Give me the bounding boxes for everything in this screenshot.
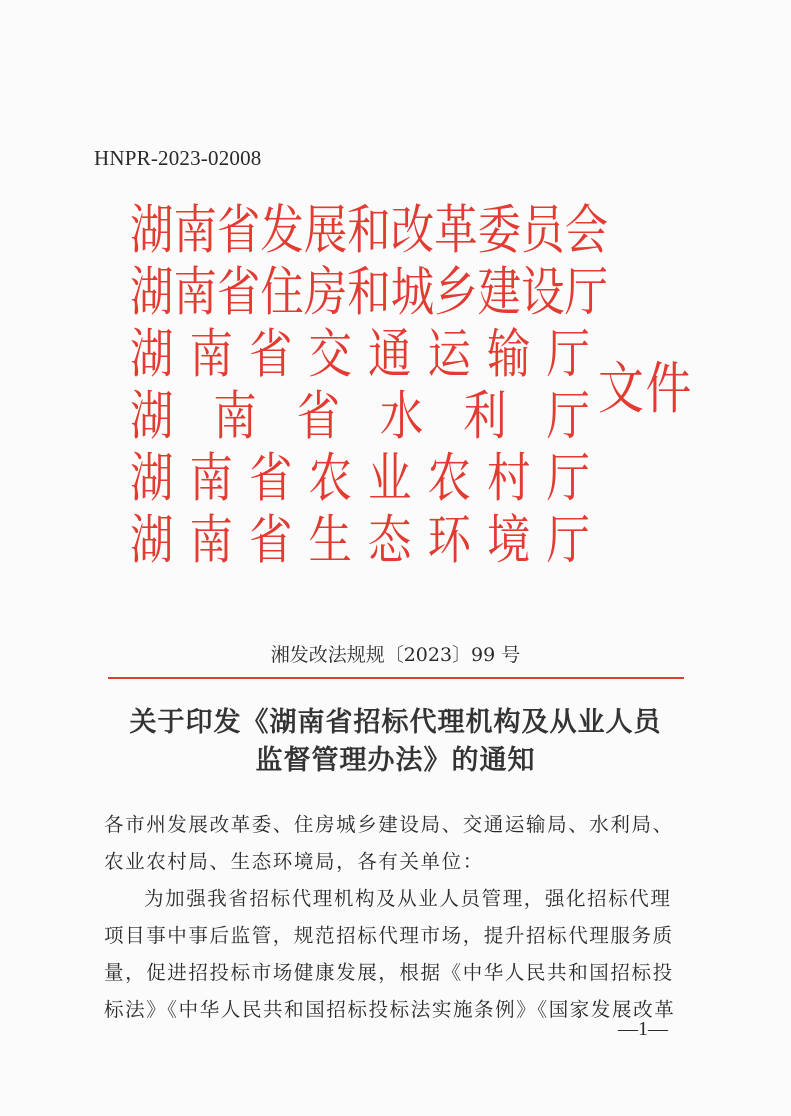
issuer-character: 会 bbox=[564, 200, 609, 261]
issuer-water-resources bbox=[130, 386, 590, 448]
issuer-housing-construction bbox=[130, 262, 609, 324]
issuer-character: 南 bbox=[213, 386, 257, 447]
issuer-ecology-environment bbox=[130, 510, 590, 572]
issuer-character: 利 bbox=[463, 386, 507, 447]
issuer-character: 厅 bbox=[564, 262, 609, 323]
notice-title bbox=[0, 704, 791, 780]
issuer-character: 厅 bbox=[546, 448, 590, 509]
file-heading-word: 文件 bbox=[598, 357, 694, 422]
issuer-character: 革 bbox=[434, 200, 478, 261]
body-line: 量，促进招投标市场健康发展，根据《中华人民共和国招标投 bbox=[104, 961, 674, 984]
issuer-character: 态 bbox=[368, 510, 412, 571]
issuer-character: 省 bbox=[216, 200, 261, 261]
issuer-character: 省 bbox=[249, 448, 293, 509]
notice-title-line-2: 监督管理办法》的通知 bbox=[255, 745, 536, 776]
issuer-character: 发 bbox=[260, 200, 304, 261]
body-line: 项目事中事后监管，规范招标代理市场，提升招标代理服务质 bbox=[104, 924, 674, 947]
issuer-character: 厅 bbox=[546, 324, 590, 385]
issuer-character: 厅 bbox=[546, 510, 590, 571]
issuer-character: 委 bbox=[477, 200, 522, 261]
issuer-character: 南 bbox=[189, 448, 233, 509]
issuer-character: 城 bbox=[390, 262, 435, 323]
issuer-character: 南 bbox=[173, 200, 217, 261]
issuer-character: 省 bbox=[296, 386, 341, 447]
issuer-character: 农 bbox=[308, 448, 352, 509]
issuer-character: 湖 bbox=[130, 200, 174, 261]
issuer-character: 设 bbox=[521, 262, 565, 323]
document-code: HNPR-2023-02008 bbox=[94, 146, 262, 170]
issuer-character: 改 bbox=[390, 200, 435, 261]
issuer-character: 省 bbox=[216, 262, 261, 323]
issuer-character: 房 bbox=[303, 262, 348, 323]
issuer-character: 湖 bbox=[130, 324, 174, 385]
issuer-character: 湖 bbox=[130, 448, 174, 509]
issuer-development-reform bbox=[130, 200, 609, 262]
body-line: 农业农村局、生态环境局，各有关单位： bbox=[104, 850, 484, 873]
issuer-character: 通 bbox=[368, 324, 412, 385]
issuer-character: 交 bbox=[308, 324, 352, 385]
page-number: —1— bbox=[618, 1018, 668, 1040]
red-separator-line bbox=[108, 677, 684, 679]
issuer-character: 员 bbox=[521, 200, 565, 261]
issuer-character: 和 bbox=[347, 200, 391, 261]
issuer-character: 南 bbox=[173, 262, 217, 323]
issuer-character: 乡 bbox=[434, 262, 478, 323]
issuer-character: 南 bbox=[189, 510, 233, 571]
issuer-character: 南 bbox=[189, 324, 233, 385]
issuer-character: 湖 bbox=[130, 262, 174, 323]
issuer-character: 建 bbox=[477, 262, 522, 323]
issuer-character: 住 bbox=[260, 262, 304, 323]
issuer-transportation bbox=[130, 324, 590, 386]
issuer-character: 和 bbox=[347, 262, 391, 323]
body-text bbox=[104, 806, 704, 1028]
issuer-character: 厅 bbox=[546, 386, 590, 447]
body-line: 为加强我省招标代理机构及从业人员管理，强化招标代理 bbox=[144, 887, 672, 910]
issuer-character: 输 bbox=[487, 324, 531, 385]
issuer-character: 湖 bbox=[130, 386, 174, 447]
document-number: 湘发改法规规〔2023〕99 号 bbox=[270, 644, 521, 666]
issuer-character: 境 bbox=[487, 510, 531, 571]
issuer-character: 省 bbox=[249, 324, 293, 385]
issuer-character: 农 bbox=[427, 448, 471, 509]
issuer-character: 生 bbox=[308, 510, 352, 571]
issuer-agriculture bbox=[130, 448, 590, 510]
issuer-character: 运 bbox=[427, 324, 471, 385]
issuer-character: 湖 bbox=[130, 510, 174, 571]
notice-title-line-1: 关于印发《湖南省招标代理机构及从业人员 bbox=[129, 707, 662, 738]
issuer-character: 省 bbox=[249, 510, 293, 571]
body-line: 标法》《中华人民共和国招标投标法实施条例》《国家发展改革 bbox=[104, 998, 676, 1021]
body-line: 各市州发展改革委、住房城乡建设局、交通运输局、水利局、 bbox=[104, 813, 674, 836]
issuer-character: 展 bbox=[303, 200, 348, 261]
issuer-character: 村 bbox=[487, 448, 531, 509]
issuer-character: 业 bbox=[368, 448, 412, 509]
issuer-character: 环 bbox=[427, 510, 471, 571]
issuer-character: 水 bbox=[379, 386, 424, 447]
